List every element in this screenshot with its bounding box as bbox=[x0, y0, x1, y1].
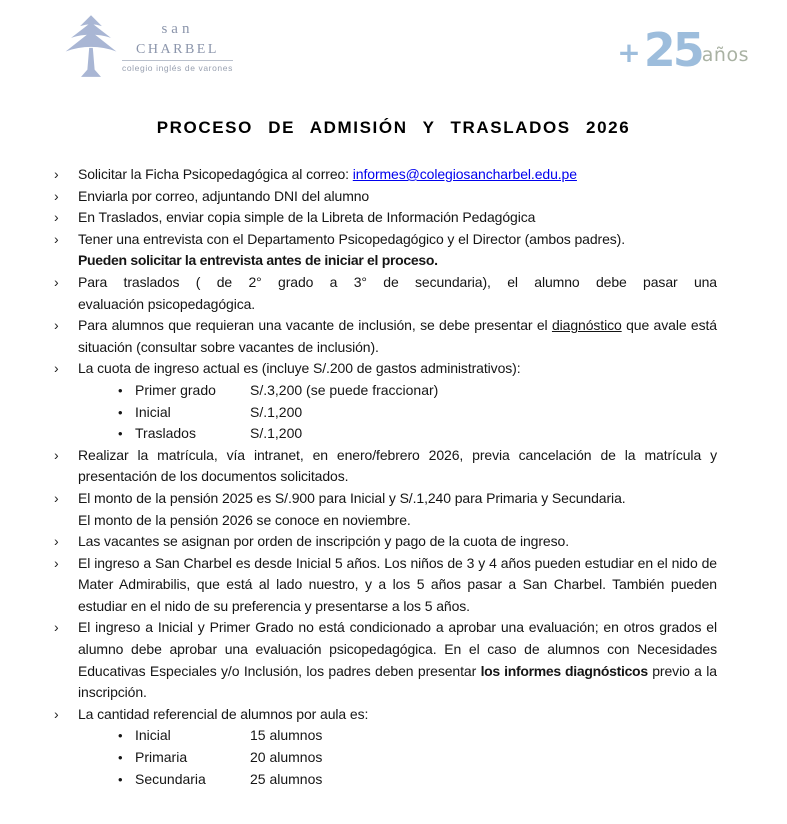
list-item-text bbox=[78, 445, 717, 488]
bullet-list bbox=[54, 164, 717, 790]
text-run: los informes diagnósticos bbox=[480, 662, 648, 679]
text-run: que avale está situación (consultar sobre vacantes de inclusión). bbox=[78, 317, 717, 355]
sub-item-value: 20 alumnos bbox=[250, 749, 323, 766]
sub-list-item bbox=[54, 402, 717, 424]
arrow-bullet-icon: › bbox=[54, 446, 59, 463]
list-item-text bbox=[78, 531, 717, 553]
school-logo-text bbox=[122, 22, 233, 73]
list-item bbox=[54, 704, 717, 726]
list-item bbox=[54, 358, 717, 380]
list-item-text bbox=[78, 272, 717, 315]
text-run: evaluación psicopedagógica. bbox=[78, 295, 256, 312]
sub-item-label: Inicial bbox=[135, 727, 171, 744]
sub-item-value: S/.1,200 bbox=[250, 403, 303, 420]
email-link[interactable]: informes@colegiosancharbel.edu.pe bbox=[352, 166, 577, 182]
anniversary-number: 25 bbox=[643, 23, 702, 77]
list-item bbox=[54, 553, 717, 618]
sub-item-value: 25 alumnos bbox=[250, 770, 323, 787]
dot-bullet-icon: • bbox=[118, 426, 123, 442]
page-title: PROCESO DE ADMISIÓN Y TRASLADOS 2026 bbox=[156, 118, 631, 137]
sub-item-label: Inicial bbox=[135, 403, 171, 420]
list-item-text bbox=[78, 358, 717, 380]
cedar-tree-icon bbox=[62, 13, 120, 84]
sub-item-label: Primaria bbox=[135, 749, 188, 766]
logo-tagline: colegio inglés de varones bbox=[122, 60, 233, 73]
list-item bbox=[54, 531, 717, 553]
arrow-bullet-icon: › bbox=[54, 273, 59, 290]
dot-bullet-icon: • bbox=[118, 728, 123, 744]
dot-bullet-icon: • bbox=[118, 750, 123, 766]
text-run: Para traslados ( de 2° grado a 3° de secundaria), el alumno debe pasar una bbox=[78, 273, 717, 290]
arrow-bullet-icon: › bbox=[54, 360, 59, 377]
text-run: El ingreso a San Charbel es desde Inicial 5 años. Los niños de 3 y 4 años pueden estudiar en el nido de Mater Admirabilis, que está al lado nuestro, y a los 5 años pasar a San Charbel. También pueden estudiar en el nido de su preferencia y presentarse a los 5 años. bbox=[78, 554, 717, 614]
text-run: previo a la inscripción. bbox=[78, 662, 717, 701]
text-run: Realizar la matrícula, vía intranet, en enero/febrero 2026, previa cancelación de la matrícula y presentación de los documentos solicitados. bbox=[78, 446, 717, 485]
list-item-text bbox=[78, 553, 717, 618]
arrow-bullet-icon: › bbox=[54, 554, 59, 571]
arrow-bullet-icon: › bbox=[54, 489, 59, 506]
text-run: El ingreso a Inicial y Primer Grado no está condicionado a aprobar una evaluación; en otros grados el alumno debe aprobar una evaluación psicopedagógica. En el caso de alumnos con Necesidades Educativas Especiales y/o Inclusión, los padres deben presentar bbox=[78, 619, 717, 679]
text-run: El monto de la pensión 2025 es S/.900 para Inicial y S/.1,240 para Primaria y Secundaria. bbox=[78, 489, 626, 506]
sub-item-label: Secundaria bbox=[135, 770, 206, 787]
list-item bbox=[54, 229, 717, 272]
arrow-bullet-icon: › bbox=[54, 533, 59, 550]
plus-sign: + bbox=[617, 36, 641, 69]
logo-word-san: san bbox=[161, 21, 194, 37]
list-item-text bbox=[78, 488, 717, 531]
arrow-bullet-icon: › bbox=[54, 230, 59, 247]
sub-list-item bbox=[54, 725, 717, 747]
arrow-bullet-icon: › bbox=[54, 317, 59, 334]
arrow-bullet-icon: › bbox=[54, 619, 59, 636]
list-item bbox=[54, 617, 717, 703]
sub-list-item bbox=[54, 747, 717, 769]
school-logo bbox=[62, 13, 233, 84]
arrow-bullet-icon: › bbox=[54, 187, 59, 204]
page-header bbox=[0, 0, 787, 92]
arrow-bullet-icon: › bbox=[54, 209, 59, 226]
text-run: Tener una entrevista con el Departamento Psicopedagógico y el Director (ambos padres). bbox=[78, 230, 626, 247]
dot-bullet-icon: • bbox=[118, 404, 123, 420]
list-item bbox=[54, 164, 717, 186]
text-run: La cuota de ingreso actual es (incluye S/.200 de gastos administrativos): bbox=[78, 360, 521, 377]
logo-word-charbel: charbel bbox=[136, 36, 219, 58]
sub-item-value: 15 alumnos bbox=[250, 727, 323, 744]
list-item-text bbox=[78, 207, 717, 229]
text-run: Solicitar la Ficha Psicopedagógica al correo: bbox=[78, 166, 353, 182]
list-item-text bbox=[78, 164, 717, 186]
list-item bbox=[54, 207, 717, 229]
text-run: Pueden solicitar la entrevista antes de iniciar el proceso. bbox=[78, 252, 438, 269]
anniversary-badge bbox=[617, 23, 749, 77]
list-item-text bbox=[78, 617, 717, 703]
text-run: La cantidad referencial de alumnos por aula es: bbox=[78, 705, 369, 722]
list-item bbox=[54, 488, 717, 531]
dot-bullet-icon: • bbox=[118, 771, 123, 787]
list-item-text bbox=[78, 186, 717, 208]
text-run: Para alumnos que requieran una vacante de inclusión, se debe presentar el bbox=[78, 317, 552, 334]
sub-list-item bbox=[54, 769, 717, 791]
sub-item-value: S/.3,200 (se puede fraccionar) bbox=[250, 381, 439, 398]
arrow-bullet-icon: › bbox=[54, 166, 59, 182]
list-item bbox=[54, 445, 717, 488]
sub-list-item bbox=[54, 380, 717, 402]
dot-bullet-icon: • bbox=[118, 382, 123, 398]
list-item-text bbox=[78, 315, 717, 358]
anniversary-suffix: años bbox=[701, 44, 749, 66]
list-item-text bbox=[78, 229, 717, 272]
sub-item-label: Primer grado bbox=[135, 381, 216, 398]
text-run: El monto de la pensión 2026 se conoce en noviembre. bbox=[78, 511, 411, 528]
text-run: Las vacantes se asignan por orden de inscripción y pago de la cuota de ingreso. bbox=[78, 533, 569, 550]
text-run: diagnóstico bbox=[551, 317, 622, 334]
sub-list-item bbox=[54, 423, 717, 445]
sub-item-label: Traslados bbox=[135, 425, 196, 442]
arrow-bullet-icon: › bbox=[54, 705, 59, 722]
list-item bbox=[54, 315, 717, 358]
text-run: Enviarla por correo, adjuntando DNI del alumno bbox=[78, 187, 370, 204]
sub-item-value: S/.1,200 bbox=[250, 425, 303, 442]
list-item bbox=[54, 272, 717, 315]
list-item bbox=[54, 186, 717, 208]
list-item-text bbox=[78, 704, 717, 726]
text-run: En Traslados, enviar copia simple de la Libreta de Información Pedagógica bbox=[78, 209, 536, 226]
